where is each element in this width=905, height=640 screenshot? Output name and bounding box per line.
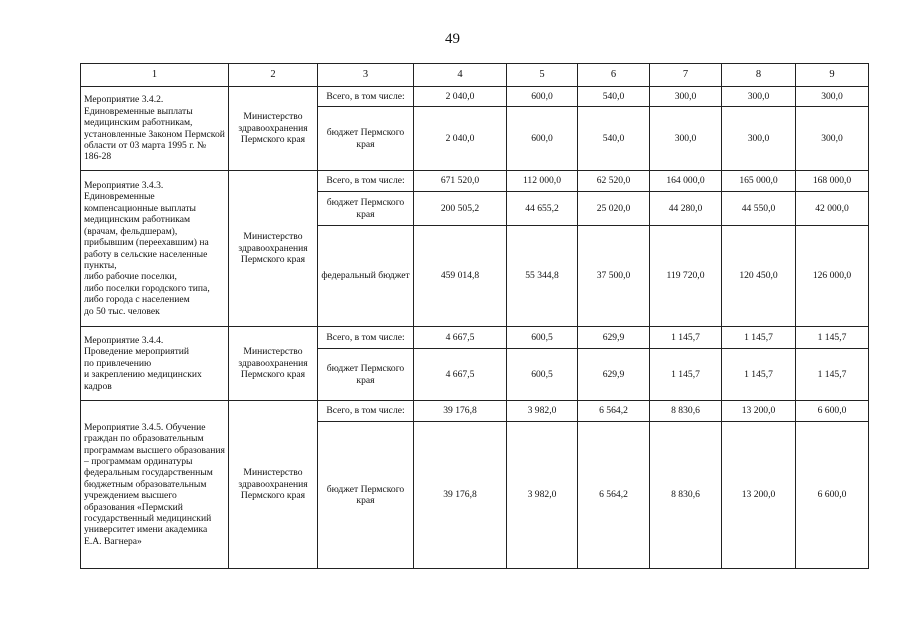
value-cell: 39 176,8 (414, 422, 507, 569)
header-row (81, 64, 869, 87)
value-cell: 164 000,0 (650, 171, 722, 192)
value-cell: 168 000,0 (796, 171, 869, 192)
value-cell: 165 000,0 (722, 171, 796, 192)
value-cell: 600,5 (507, 349, 578, 401)
page-number: 49 (445, 31, 460, 47)
value-cell: 42 000,0 (796, 192, 869, 226)
value-cell: 55 344,8 (507, 226, 578, 327)
value-cell: 8 830,6 (650, 401, 722, 422)
executor-cell: Министерство здравоохранения Пермского края (229, 327, 318, 401)
value-cell: 120 450,0 (722, 226, 796, 327)
value-cell: 6 600,0 (796, 401, 869, 422)
header-col-6: 6 (578, 64, 650, 87)
value-cell: 600,0 (507, 87, 578, 107)
value-cell: 6 564,2 (578, 401, 650, 422)
value-cell: 459 014,8 (414, 226, 507, 327)
executor-cell: Министерство здравоохранения Пермского края (229, 171, 318, 327)
value-cell: 119 720,0 (650, 226, 722, 327)
value-cell: 600,0 (507, 107, 578, 171)
value-cell: 300,0 (650, 107, 722, 171)
table-row (81, 171, 869, 192)
value-cell: 629,9 (578, 349, 650, 401)
funding-source-cell: Всего, в том числе: (318, 327, 414, 349)
value-cell: 44 655,2 (507, 192, 578, 226)
table-row (81, 401, 869, 422)
value-cell: 300,0 (722, 107, 796, 171)
value-cell: 1 145,7 (722, 327, 796, 349)
value-cell: 3 982,0 (507, 422, 578, 569)
value-cell: 4 667,5 (414, 327, 507, 349)
value-cell: 112 000,0 (507, 171, 578, 192)
value-cell: 8 830,6 (650, 422, 722, 569)
header-col-3: 3 (318, 64, 414, 87)
budget-table (80, 63, 869, 569)
activity-cell: Мероприятие 3.4.2. Единовременные выплаты медицинским работникам, установленные Законом Пермской области от 03 марта 1995 г. № 186-28 (81, 87, 229, 171)
value-cell: 2 040,0 (414, 107, 507, 171)
value-cell: 6 564,2 (578, 422, 650, 569)
value-cell: 39 176,8 (414, 401, 507, 422)
value-cell: 300,0 (796, 107, 869, 171)
header-col-8: 8 (722, 64, 796, 87)
value-cell: 3 982,0 (507, 401, 578, 422)
value-cell: 13 200,0 (722, 422, 796, 569)
value-cell: 540,0 (578, 107, 650, 171)
header-col-7: 7 (650, 64, 722, 87)
value-cell: 300,0 (650, 87, 722, 107)
executor-cell: Министерство здравоохранения Пермского края (229, 401, 318, 569)
funding-source-cell: Всего, в том числе: (318, 171, 414, 192)
value-cell: 300,0 (722, 87, 796, 107)
value-cell: 44 550,0 (722, 192, 796, 226)
value-cell: 600,5 (507, 327, 578, 349)
value-cell: 1 145,7 (796, 349, 869, 401)
value-cell: 2 040,0 (414, 87, 507, 107)
funding-source-cell: Всего, в том числе: (318, 401, 414, 422)
value-cell: 25 020,0 (578, 192, 650, 226)
funding-source-cell: бюджет Пермского края (318, 349, 414, 401)
funding-source-cell: бюджет Пермского края (318, 422, 414, 569)
value-cell: 37 500,0 (578, 226, 650, 327)
value-cell: 671 520,0 (414, 171, 507, 192)
value-cell: 1 145,7 (722, 349, 796, 401)
value-cell: 1 145,7 (796, 327, 869, 349)
header-col-2: 2 (229, 64, 318, 87)
value-cell: 126 000,0 (796, 226, 869, 327)
table-row (81, 87, 869, 107)
executor-cell: Министерство здравоохранения Пермского края (229, 87, 318, 171)
header-col-1: 1 (81, 64, 229, 87)
value-cell: 200 505,2 (414, 192, 507, 226)
activity-cell: Мероприятие 3.4.4. Проведение мероприятий по привлечению и закреплению медицинских кадров (81, 327, 229, 401)
value-cell: 1 145,7 (650, 327, 722, 349)
funding-source-cell: бюджет Пермского края (318, 107, 414, 171)
activity-cell: Мероприятие 3.4.3. Единовременные компенсационные выплаты медицинским работникам (врачам, фельдшерам), прибывшим (переехавшим) на работу в сельские населенные пункты, либо рабочие поселки, либо поселки городского типа, либо города с населением до 50 тыс. человек (81, 171, 229, 327)
value-cell: 4 667,5 (414, 349, 507, 401)
value-cell: 62 520,0 (578, 171, 650, 192)
funding-source-cell: Всего, в том числе: (318, 87, 414, 107)
header-col-4: 4 (414, 64, 507, 87)
header-col-5: 5 (507, 64, 578, 87)
funding-source-cell: федеральный бюджет (318, 226, 414, 327)
value-cell: 540,0 (578, 87, 650, 107)
table-row (81, 327, 869, 349)
value-cell: 1 145,7 (650, 349, 722, 401)
value-cell: 44 280,0 (650, 192, 722, 226)
activity-cell: Мероприятие 3.4.5. Обучение граждан по образовательным программам высшего образования – программам ординатуры федеральным государственным бюджетным образовательным учреждением высшего образования «Пермский государственный медицинский университет имени академика Е.А. Вагнера» (81, 401, 229, 569)
value-cell: 300,0 (796, 87, 869, 107)
value-cell: 629,9 (578, 327, 650, 349)
funding-source-cell: бюджет Пермского края (318, 192, 414, 226)
value-cell: 13 200,0 (722, 401, 796, 422)
header-col-9: 9 (796, 64, 869, 87)
value-cell: 6 600,0 (796, 422, 869, 569)
